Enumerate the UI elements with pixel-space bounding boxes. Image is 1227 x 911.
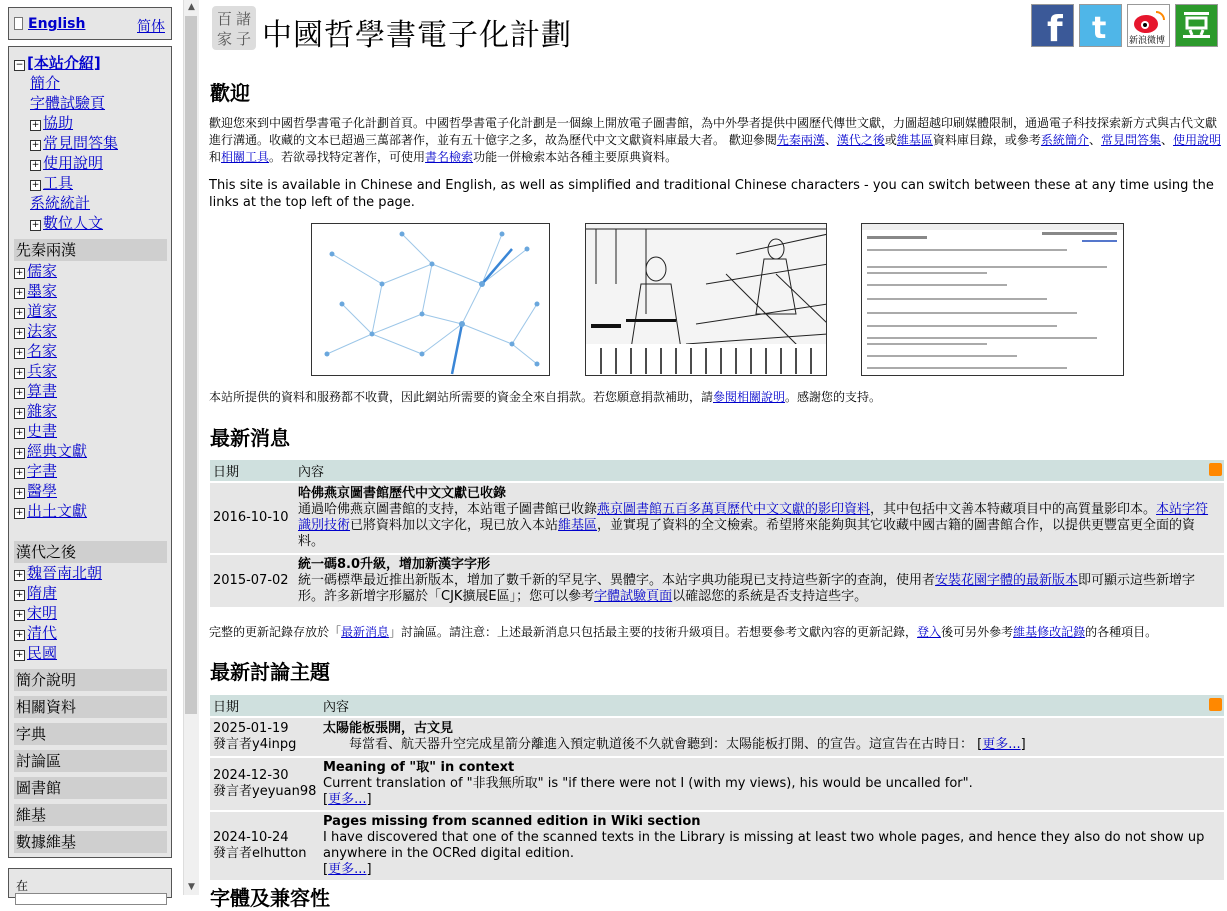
expand-icon[interactable]: +	[31, 180, 40, 190]
rss-icon[interactable]	[1209, 698, 1222, 711]
weibo-label: 新浪微博	[1129, 36, 1166, 46]
logo-char: 百	[217, 10, 233, 28]
sidebar-menu-item[interactable]: 字典	[14, 723, 167, 745]
scroll-down-icon[interactable]: ▼	[188, 882, 195, 892]
poster-name: 發言者yeyuan98	[213, 784, 317, 799]
douban-icon[interactable]	[1175, 4, 1218, 47]
link-title-search[interactable]: 書名檢索	[425, 150, 474, 164]
scroll-up-icon[interactable]: ▲	[188, 2, 195, 12]
sidebar-item-pre-qin[interactable]	[14, 501, 87, 521]
sidebar-menu-item[interactable]: 簡介說明	[14, 669, 167, 691]
expand-icon[interactable]: +	[15, 468, 24, 478]
discussion-heading: 最新討論主題	[210, 660, 330, 684]
post-content: Meaning of "取" in context Current translation of "非我無所取" is "if there were not I (with my views), his would be uncalled for". [更多...]	[320, 757, 1224, 811]
sidebar-item-pre-qin-link[interactable]: 墨家	[27, 282, 58, 300]
svg-text:f: f	[1047, 9, 1063, 46]
sidebar-item-pre-qin[interactable]	[14, 421, 57, 441]
expand-icon[interactable]: +	[15, 268, 24, 278]
sidebar-item-han-after-link[interactable]: 魏晉南北朝	[27, 564, 103, 582]
sidebar-item-pre-qin-link[interactable]: 醫學	[27, 482, 58, 500]
sidebar-item-han-after[interactable]	[14, 643, 57, 663]
sidebar-item-pre-qin-link[interactable]: 經典文獻	[27, 442, 88, 460]
logo-char: 子	[236, 30, 252, 48]
more-link[interactable]: 更多...	[328, 862, 367, 877]
nav-intro[interactable]: 簡介	[30, 74, 61, 92]
expand-icon[interactable]: +	[15, 570, 24, 580]
link-pre-qin[interactable]: 先秦兩漢	[776, 133, 825, 147]
post-meta: 2024-12-30 發言者yeyuan98	[210, 757, 320, 811]
sidebar-item-pre-qin-link[interactable]: 算書	[27, 382, 58, 400]
expand-icon[interactable]: +	[15, 328, 24, 338]
sidebar-menu-item[interactable]: 討論區	[14, 750, 167, 772]
sidebar-item-pre-qin[interactable]	[14, 261, 57, 281]
news-link[interactable]: 燕京圖書館五百多萬頁歷代中文文獻的影印資料	[597, 502, 871, 517]
sidebar-scrollbar[interactable]	[183, 0, 199, 895]
site-intro-item[interactable]	[14, 53, 101, 73]
expand-icon[interactable]: +	[15, 408, 24, 418]
table-row	[210, 554, 1224, 607]
post-title: Pages missing from scanned edition in Wiki section	[323, 814, 701, 829]
expand-icon[interactable]: +	[31, 160, 40, 170]
sidebar-item-pre-qin[interactable]	[14, 461, 57, 481]
sidebar-item-han-after[interactable]	[14, 603, 57, 623]
sidebar-item-pre-qin[interactable]	[14, 361, 57, 381]
column-header-date: 日期	[210, 460, 295, 482]
more-link[interactable]: 更多...	[328, 792, 367, 807]
expand-icon[interactable]: +	[15, 368, 24, 378]
simplified-link[interactable]: 简体	[137, 19, 165, 35]
discussion-table	[210, 695, 1224, 880]
post-meta: 2024-10-24 發言者elhutton	[210, 811, 320, 880]
sidebar-item-han-after-link[interactable]: 隋唐	[27, 584, 58, 602]
logo-char: 諸	[236, 10, 252, 28]
sidebar-item-pre-qin[interactable]	[14, 301, 57, 321]
scroll-thumb[interactable]	[185, 16, 197, 714]
sidebar-item-han-after[interactable]	[14, 583, 57, 603]
sidebar-item-pre-qin-link[interactable]: 儒家	[27, 262, 58, 280]
expand-icon[interactable]: +	[15, 508, 24, 518]
donation-info-link[interactable]: 參閱相關說明	[713, 390, 786, 404]
news-title: 哈佛燕京圖書館歷代中文文獻已收錄	[298, 486, 507, 501]
link-faq[interactable]: 常見問答集	[1100, 133, 1161, 147]
expand-icon[interactable]: +	[15, 428, 24, 438]
expand-icon[interactable]: +	[15, 348, 24, 358]
sidebar-item-pre-qin-link[interactable]: 兵家	[27, 362, 58, 380]
link-system-intro[interactable]: 系統簡介	[1040, 133, 1089, 147]
nav-font-test[interactable]: 字體試驗頁	[30, 94, 106, 112]
wiki-changes-link[interactable]: 維基修改記錄	[1013, 625, 1086, 639]
english-paragraph: This site is available in Chinese and English, as well as simplified and traditional Chinese characters - you can switch between these at any time using the links at the top left of the page.	[209, 178, 1214, 210]
expand-icon[interactable]: +	[15, 590, 24, 600]
news-board-link[interactable]: 最新消息	[341, 625, 390, 639]
twitter-icon[interactable]	[1079, 4, 1122, 47]
sidebar-item-pre-qin[interactable]	[14, 341, 57, 361]
sidebar-item-pre-qin[interactable]	[14, 281, 57, 301]
sidebar	[0, 0, 180, 895]
poster-name: 發言者elhutton	[213, 846, 307, 861]
sidebar-menu-item[interactable]: 維基	[14, 804, 167, 826]
weibo-icon[interactable]	[1127, 4, 1170, 47]
site-intro-link[interactable]: [本站介紹]	[27, 54, 101, 72]
login-link[interactable]: 登入	[917, 625, 942, 639]
expand-icon[interactable]: +	[15, 488, 24, 498]
text-page-screenshot-image	[861, 223, 1124, 376]
news-footer: 完整的更新記錄存放於「最新消息」討論區。請注意：上述最新消息只包括最主要的技術升級項目。若想要參考文獻內容的更新記錄，登入後可另外參考維基修改記錄的各種項目。	[209, 625, 1158, 639]
table-row	[210, 757, 1224, 811]
news-heading: 最新消息	[210, 426, 290, 450]
news-table	[210, 460, 1224, 607]
sidebar-item-han-after[interactable]	[14, 623, 57, 643]
more-link[interactable]: 更多...	[982, 737, 1021, 752]
expand-icon[interactable]: +	[31, 140, 40, 150]
post-content: 太陽能板張開，古文見 每當看、航天器升空完成星箭分離進入預定軌道後不久就會聽到：太陽能板打開、的宣告。這宣告在古時日： [更多...]	[320, 717, 1224, 757]
expand-icon[interactable]: +	[15, 288, 24, 298]
news-date: 2016-10-10	[210, 482, 295, 554]
svg-text:t: t	[1092, 11, 1107, 46]
news-link[interactable]: 字體試驗頁面	[594, 589, 673, 604]
expand-icon[interactable]: +	[15, 448, 24, 458]
news-link[interactable]: 安裝花園字體的最新版本	[935, 573, 1079, 588]
sidebar-item-pre-qin-link[interactable]: 法家	[27, 322, 58, 340]
page-icon	[14, 17, 23, 30]
expand-icon[interactable]: +	[15, 308, 24, 318]
column-header-content: 內容	[320, 695, 1224, 717]
column-header-content: 內容	[295, 460, 1224, 482]
news-link[interactable]: 維基區	[558, 518, 598, 533]
sidebar-menu-item[interactable]: 數據維基	[14, 831, 167, 853]
poster-name: 發言者y4inpg	[213, 737, 297, 752]
rss-icon[interactable]	[1209, 463, 1222, 476]
sidebar-item-pre-qin[interactable]	[14, 381, 57, 401]
nav-stats[interactable]: 系統統計	[30, 194, 91, 212]
link-instructions[interactable]: 使用說明	[1172, 133, 1221, 147]
sidebar-item-pre-qin[interactable]	[14, 321, 57, 341]
expand-icon[interactable]: +	[15, 388, 24, 398]
expand-icon[interactable]: +	[31, 120, 40, 130]
link-wiki[interactable]: 維基區	[896, 133, 933, 147]
nav-box	[8, 46, 172, 858]
language-box	[8, 7, 172, 40]
table-row	[210, 717, 1224, 757]
sidebar-menu-item[interactable]: 相關資料	[14, 696, 167, 718]
news-date: 2015-07-02	[210, 554, 295, 607]
sidebar-item-pre-qin-link[interactable]: 字書	[27, 462, 58, 480]
network-graph-image	[311, 223, 550, 376]
table-header-row	[210, 695, 1224, 717]
sidebar-item-han-after-link[interactable]: 宋明	[27, 604, 58, 622]
sidebar-menu-item[interactable]: 圖書館	[14, 777, 167, 799]
pre-qin-heading: 先秦兩漢	[14, 239, 167, 261]
sidebar-item-han-after-link[interactable]: 清代	[27, 624, 58, 642]
sidebar-item-pre-qin-link[interactable]: 道家	[27, 302, 58, 320]
news-content: 哈佛燕京圖書館歷代中文文獻已收錄 通過哈佛燕京圖書館的支持，本站電子圖書館已收錄燕京圖書館五百多萬頁歷代中文文獻的影印資料，其中包括中文善本特藏項目中的高質量影印本。本站字符識別技術已將資料加以文字化，現已放入本站維基區，並實現了資料的全文檢索。希望將來能夠與其它收藏中國古籍的圖書館合作，以提供更豐富更全面的資料。	[295, 482, 1224, 554]
news-link[interactable]: 本站字符識別技術	[298, 502, 1209, 533]
news-content: 統一碼8.0升級，增加新漢字字形 統一碼標準最近推出新版本，增加了數千新的罕見字、異體字。本站字典功能現已支持這些新字的查詢，使用者安裝花園字體的最新版本即可顯示這些新增字形。許多新增字形屬於「CJK擴展E區」；您可以參考字體試驗頁面以確認您的系統是否支持這些字。	[295, 554, 1224, 607]
post-title: Meaning of "取" in context	[323, 760, 515, 775]
table-row	[210, 811, 1224, 880]
sidebar-item-pre-qin[interactable]	[14, 441, 87, 461]
table-row	[210, 482, 1224, 554]
sidebar-item-pre-qin[interactable]	[14, 401, 57, 421]
site-logo[interactable]	[212, 6, 256, 50]
search-box	[8, 868, 172, 898]
nav-instructions[interactable]: 使用說明	[43, 154, 104, 172]
welcome-paragraph: 歡迎您來到中國哲學書電子化計劃首頁。中國哲學書電子化計劃是一個線上開放電子圖書館，為中外學者提供中國歷代傳世文獻，力圖超越印刷媒體限制，通過電子科技探索新方式與古代文獻進行溝通。收藏的文本已超過三萬部著作，並有五十億字之多，故為歷代中文文獻資料庫最大者。 歡迎參閱先秦兩漢、漢代之後或維基區資料庫目錄，或參考系統簡介、常見問答集、使用說明和相關工具。若欲尋找特定著作，可使用書名檢索功能一併檢索本站各種主要原典資料。	[209, 116, 1221, 164]
post-title: 太陽能板張開，古文見	[323, 721, 454, 736]
sidebar-item-han-after-link[interactable]: 民國	[27, 644, 58, 662]
link-tools[interactable]: 相關工具	[221, 150, 270, 164]
table-header-row	[210, 460, 1224, 482]
main-content	[200, 0, 1227, 910]
link-han-after[interactable]: 漢代之後	[836, 133, 885, 147]
search-label: 在	[16, 879, 29, 893]
site-title[interactable]: 中國哲學書電子化計劃	[262, 18, 572, 53]
facebook-icon[interactable]	[1031, 4, 1074, 47]
expand-icon[interactable]: +	[15, 650, 24, 660]
han-after-heading: 漢代之後	[14, 541, 167, 563]
donation-paragraph: 本站所提供的資料和服務都不收費，因此網站所需要的資金全來自捐款。若您願意捐款補助，請參閱相關說明。感謝您的支持。	[209, 390, 882, 404]
expand-icon[interactable]: +	[15, 610, 24, 620]
collapse-icon[interactable]: −	[15, 60, 24, 70]
expand-icon[interactable]: +	[15, 630, 24, 640]
sidebar-item-pre-qin-link[interactable]: 史書	[27, 422, 58, 440]
welcome-heading: 歡迎	[210, 81, 250, 105]
column-header-date: 日期	[210, 695, 320, 717]
woodblock-illustration-image	[585, 223, 827, 376]
post-meta: 2025-01-19 發言者y4inpg	[210, 717, 320, 757]
nav-help[interactable]: 協助	[43, 114, 74, 132]
news-title: 統一碼8.0升級，增加新漢字字形	[298, 557, 491, 572]
logo-char: 家	[217, 30, 233, 48]
nav-digital-humanities[interactable]: 數位人文	[43, 214, 104, 232]
english-link[interactable]: English	[28, 16, 86, 32]
sidebar-item-pre-qin[interactable]	[14, 481, 57, 501]
nav-faq[interactable]: 常見問答集	[43, 134, 119, 152]
expand-icon[interactable]: +	[31, 220, 40, 230]
sidebar-item-pre-qin-link[interactable]: 名家	[27, 342, 58, 360]
sidebar-item-pre-qin-link[interactable]: 出土文獻	[27, 502, 88, 520]
post-content: Pages missing from scanned edition in Wiki section I have discovered that one of the scanned texts in the Library is missing at least two whole pages, and hence they also do not show up anywhere in the OCRed digital edition. [更多...]	[320, 811, 1224, 880]
sidebar-item-pre-qin-link[interactable]: 雜家	[27, 402, 58, 420]
nav-tools[interactable]: 工具	[43, 174, 74, 192]
sidebar-item-han-after[interactable]	[14, 563, 102, 583]
font-compat-heading: 字體及兼容性	[210, 886, 330, 910]
